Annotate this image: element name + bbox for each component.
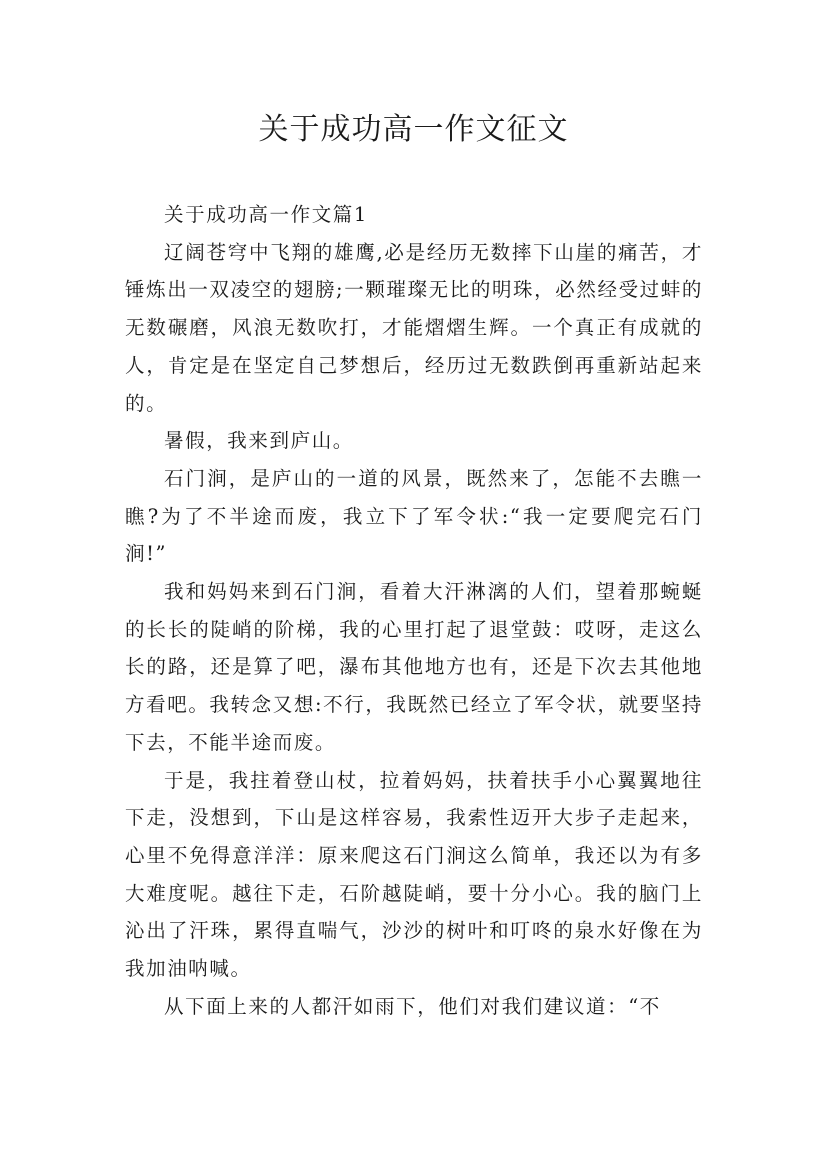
section-heading: 关于成功高一作文篇1: [164, 203, 368, 226]
paragraph: 于是，我拄着登山杖，拉着妈妈，扶着扶手小心翼翼地往下走，没想到，下山是这样容易，我索性迈开大步子走起来，心里不免得意洋洋：原来爬这石门涧这么简单，我还以为有多大难度呢。越往下走，石阶越陡峭，要十分小心。我的脑门上沁出了汗珠，累得直喘气，沙沙的树叶和叮咚的泉水好像在为我加油呐喊。: [125, 768, 703, 981]
document-title: 关于成功高一作文征文: [258, 112, 569, 147]
paragraph: 石门涧，是庐山的一道的风景，既然来了，怎能不去瞧一瞧?为了不半途而废，我立下了军令状:“我一定要爬完石门涧!”: [125, 466, 703, 566]
document-body: [125, 196, 703, 1025]
paragraph: 暑假，我来到庐山。: [164, 429, 354, 453]
paragraph: 辽阔苍穹中飞翔的雄鹰,必是经历无数摔下山崖的痛苦，才锤炼出一双凌空的翅膀;一颗璀璨无比的明珠，必然经受过蚌的无数碾磨，风浪无数吹打，才能熠熠生辉。一个真正有成就的人，肯定是在坚定自己梦想后，经历过无数跌倒再重新站起来的。: [125, 240, 703, 415]
paragraph: 我和妈妈来到石门涧，看着大汗淋漓的人们，望着那蜿蜒的长长的陡峭的阶梯，我的心里打起了退堂鼓：哎呀，走这么长的路，还是算了吧，瀑布其他地方也有，还是下次去其他地方看吧。我转念又想:不行，我既然已经立了军令状，就要坚持下去，不能半途而废。: [125, 580, 703, 754]
paragraph: 从下面上来的人都汗如雨下，他们对我们建议道：“不: [164, 994, 661, 1018]
